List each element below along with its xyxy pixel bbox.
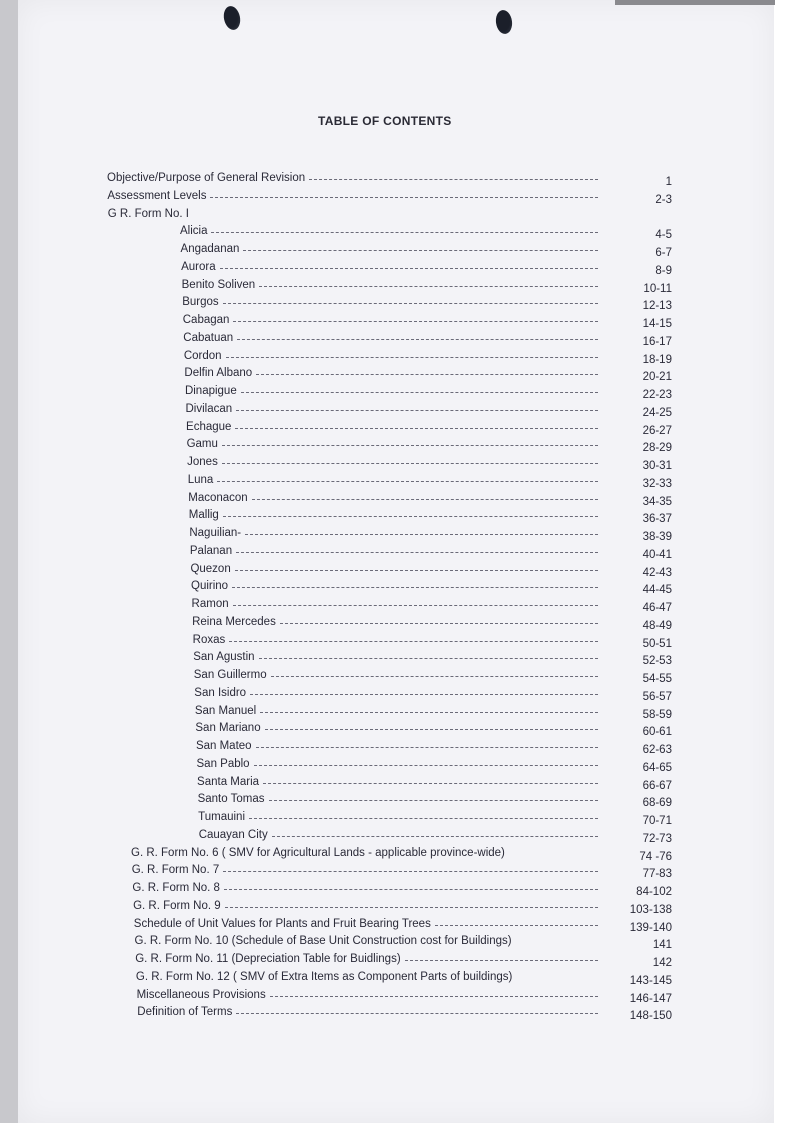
toc-entry (193, 631, 672, 649)
toc-entry (107, 187, 672, 205)
toc-entry-page: 54-55 (642, 673, 672, 685)
toc-entry-label: G. R. Form No. 9 (133, 899, 221, 912)
toc-entry (185, 382, 672, 400)
toc-leader-dots (223, 303, 598, 304)
toc-entry (197, 755, 673, 773)
toc-entry-label: San Mateo (195, 740, 252, 752)
toc-entry (184, 364, 672, 382)
toc-leader-dots (309, 179, 598, 180)
toc-entry (134, 915, 672, 933)
toc-leader-dots (224, 889, 598, 890)
toc-entry (181, 258, 672, 276)
toc-leader-dots (259, 286, 598, 287)
toc-entry (107, 169, 672, 187)
toc-entry-label: Dinapigue (184, 385, 237, 397)
toc-entry (182, 293, 672, 311)
toc-entry-label: Gamu (186, 438, 218, 451)
toc-entry-label: G R. Form No. I (107, 207, 189, 220)
toc-entry-label: Quezon (190, 562, 231, 575)
toc-entry-page: 14-15 (642, 318, 672, 330)
toc-entry-page: 62-63 (642, 744, 672, 756)
toc-leader-dots (236, 552, 598, 553)
toc-entry-page: 10-11 (643, 282, 672, 295)
toc-leader-dots (256, 747, 598, 748)
toc-entry-page: 52-53 (642, 655, 672, 668)
toc-entry-page: 146-147 (629, 992, 672, 1005)
toc-entry (131, 844, 672, 862)
toc-entry-label: San Guillermo (193, 669, 267, 681)
page-edge-top (615, 0, 775, 5)
toc-entry-page: 12-13 (642, 300, 672, 313)
toc-leader-dots (229, 641, 598, 642)
toc-entry-label: Angadanan (180, 243, 240, 255)
toc-leader-dots (254, 765, 598, 766)
toc-entry-page: 72-73 (642, 832, 672, 845)
toc-entry-page: 2-3 (655, 193, 672, 206)
toc-entry (194, 684, 672, 702)
toc-entry (194, 666, 672, 684)
toc-entry-page: 20-21 (642, 371, 672, 384)
toc-leader-dots (260, 712, 598, 713)
toc-entry-label: Echague (186, 420, 232, 433)
toc-entry (191, 577, 672, 595)
toc-entry-page: 44-45 (642, 584, 672, 597)
toc-entry-label: Palanan (189, 544, 233, 557)
toc-leader-dots (232, 587, 598, 588)
page-title: TABLE OF CONTENTS (318, 114, 452, 128)
toc-entry (190, 542, 672, 560)
toc-entry (195, 719, 672, 737)
toc-entry-page: 22-23 (642, 389, 672, 401)
toc-entry-label: Schedule of Unit Values for Plants and Fruit Bearing Trees (133, 917, 431, 930)
toc-entry-label: Roxas (192, 633, 226, 646)
toc-leader-dots (272, 836, 598, 837)
toc-entry-label: Santa Maria (197, 775, 260, 788)
toc-entry (133, 897, 672, 915)
toc-leader-dots (250, 694, 598, 695)
toc-entry (187, 435, 672, 453)
toc-leader-dots (252, 499, 598, 500)
toc-entry (135, 932, 673, 950)
toc-leader-dots (222, 463, 598, 464)
toc-entry-label: Cauayan City (198, 828, 268, 841)
toc-entry-label: G. R. Form No. 7 (131, 864, 220, 877)
toc-entry-page: 32-33 (642, 477, 672, 490)
toc-entry-page: 148-150 (629, 1010, 672, 1023)
toc-entry-label: Santo Tomas (197, 793, 265, 806)
toc-entry (198, 808, 672, 826)
toc-entry-label: Cabatuan (183, 331, 234, 344)
toc-leader-dots (233, 605, 598, 606)
toc-entry-page: 26-27 (642, 424, 672, 437)
toc-entry-page: 84-102 (636, 886, 672, 898)
toc-leader-dots (236, 410, 598, 411)
toc-leader-dots (225, 907, 598, 908)
toc-entry-page: 141 (652, 939, 672, 952)
toc-entry (183, 311, 672, 329)
toc-entry (187, 453, 672, 471)
toc-entry-page: 4-5 (655, 229, 672, 242)
toc-entry-page: 8-9 (655, 264, 672, 277)
toc-entry-label: Alicia (180, 225, 208, 238)
toc-entry-label: San Agustin (193, 651, 255, 664)
toc-entry-label: San Isidro (194, 686, 247, 699)
toc-entry (189, 506, 672, 524)
toc-leader-dots (241, 392, 598, 393)
toc-entry-page: 58-59 (642, 708, 672, 721)
toc-leader-dots (271, 676, 598, 677)
toc-entry (135, 950, 672, 968)
toc-entry-label: Miscellaneous Provisions (136, 988, 266, 1001)
toc-entry-page: 64-65 (642, 761, 672, 774)
toc-entry (184, 347, 672, 365)
toc-leader-dots (256, 374, 598, 375)
toc-entry-label: Cordon (183, 349, 222, 362)
toc-entry-label: G. R. Form No. 6 ( SMV for Agricultural Lands - applicable province-wide) (131, 846, 505, 859)
page-edge (774, 0, 793, 1123)
toc-entry-page: 42-43 (642, 566, 672, 579)
toc-leader-dots (211, 232, 598, 233)
toc-leader-dots (217, 481, 598, 482)
toc-entry-page: 74 -76 (639, 850, 672, 863)
toc-entry-page: 60-61 (642, 726, 672, 739)
toc-leader-dots (226, 357, 598, 358)
toc-entry-label: Ramon (191, 598, 229, 610)
toc-leader-dots (222, 445, 598, 446)
toc-entry-label: Cabagan (182, 314, 230, 326)
toc-entry (190, 560, 672, 578)
toc-entry-page: 46-47 (642, 602, 672, 614)
toc-leader-dots (236, 1013, 598, 1014)
toc-entry-page: 50-51 (642, 637, 672, 650)
toc-entry (196, 737, 672, 755)
toc-entry-label: Tumauini (198, 811, 246, 823)
toc-entry-label: G. R. Form No. 12 ( SMV of Extra Items as Component Parts of buildings) (135, 970, 513, 983)
toc-entry-label: Jones (187, 456, 218, 468)
toc-entry-label: Burgos (182, 296, 219, 309)
toc-entry-page: 6-7 (655, 247, 672, 259)
toc-entry-page (598, 210, 672, 218)
toc-entry-label: Benito Soliven (181, 278, 256, 291)
toc-entry-page: 139-140 (629, 921, 672, 934)
toc-entry-page: 1 (665, 176, 672, 188)
toc-entry-label: Reina Mercedes (192, 615, 276, 628)
toc-leader-dots (223, 871, 598, 872)
toc-entry-page: 56-57 (642, 690, 672, 703)
toc-entry-label: G. R. Form No. 8 (132, 882, 220, 894)
toc-entry-page: 40-41 (642, 548, 672, 561)
toc-entry (188, 471, 672, 489)
toc-entry-label: G. R. Form No. 10 (Schedule of Base Unit Construction cost for Buildings) (134, 935, 512, 948)
toc-entry (183, 329, 672, 347)
toc-leader-dots (243, 250, 598, 251)
toc-leader-dots (265, 729, 598, 730)
toc-entry (182, 276, 672, 294)
toc-leader-dots (235, 570, 598, 571)
toc-entry-page: 34-35 (642, 495, 672, 508)
toc-entry-label: G. R. Form No. 11 (Depreciation Table for Buidlings) (135, 953, 401, 965)
toc-entry (186, 418, 672, 436)
toc-entry-label: Naguilian- (189, 527, 242, 539)
toc-leader-dots (210, 197, 598, 198)
toc-entry (195, 702, 672, 720)
toc-entry-label: Maconacon (188, 491, 248, 504)
toc-entry-label: San Pablo (196, 757, 250, 770)
toc-leader-dots (263, 783, 598, 784)
toc-entry (137, 1003, 672, 1021)
toc-leader-dots (270, 996, 598, 997)
toc-entry (199, 826, 672, 844)
toc-leader-dots (223, 516, 598, 517)
toc-leader-dots (259, 658, 598, 659)
toc-entry-page: 48-49 (642, 619, 672, 632)
toc-entry-label: Assessment Levels (107, 189, 207, 202)
toc-leader-dots (249, 818, 598, 819)
toc-entry (189, 524, 672, 542)
toc-entry-label: San Manuel (194, 704, 257, 717)
toc-entry (180, 222, 672, 240)
toc-entry-page: 103-138 (629, 903, 672, 916)
toc-entry (192, 595, 672, 613)
toc-entry-page: 30-31 (642, 460, 672, 472)
toc-entry-page: 77-83 (642, 868, 672, 881)
toc-entry (136, 968, 672, 986)
toc-leader-dots (435, 925, 598, 926)
toc-entry (192, 613, 672, 631)
toc-leader-dots (280, 623, 598, 624)
toc-entry-page: 142 (652, 957, 672, 969)
toc-entry (137, 986, 672, 1004)
toc-entry (186, 400, 673, 418)
toc-entry-page: 68-69 (642, 797, 672, 810)
toc-entry (198, 790, 672, 808)
toc-leader-dots (245, 534, 598, 535)
toc-entry-label: Delfin Albano (184, 367, 253, 380)
toc-entry (193, 648, 672, 666)
toc-leader-dots (269, 800, 598, 801)
toc-leader-dots (220, 268, 598, 269)
toc-entry-label: Divilacan (185, 402, 233, 415)
toc-leader-dots (405, 960, 598, 961)
toc-entry-label: Objective/Purpose of General Revision (107, 172, 306, 184)
toc-entry-label: San Mariano (195, 722, 261, 735)
toc-entry-label: Aurora (181, 260, 216, 273)
toc-leader-dots (237, 339, 598, 340)
toc-entry-page: 18-19 (642, 353, 672, 366)
toc-leader-dots (235, 428, 598, 429)
toc-entry-page: 24-25 (642, 406, 672, 419)
toc-entry-page: 16-17 (642, 335, 672, 348)
toc-entry-page: 36-37 (642, 513, 672, 526)
toc-entry (132, 879, 672, 897)
toc-leader-dots (233, 321, 598, 322)
toc-entry (197, 773, 672, 791)
toc-entry-page: 28-29 (642, 442, 672, 455)
toc-entry-label: Luna (187, 473, 214, 486)
toc-entry-page: 38-39 (642, 531, 672, 543)
toc-entry (181, 240, 672, 258)
toc-entry-label: Quirino (191, 580, 229, 593)
toc-entry-page: 143-145 (629, 974, 672, 987)
toc-entry-page: 70-71 (642, 815, 672, 827)
toc-entry (108, 205, 672, 223)
toc-entry-label: Mallig (188, 509, 219, 522)
toc-entry (188, 489, 672, 507)
toc-entry-label: Definition of Terms (137, 1006, 233, 1019)
toc-entry-page: 66-67 (642, 779, 672, 792)
toc-entry (132, 861, 672, 879)
